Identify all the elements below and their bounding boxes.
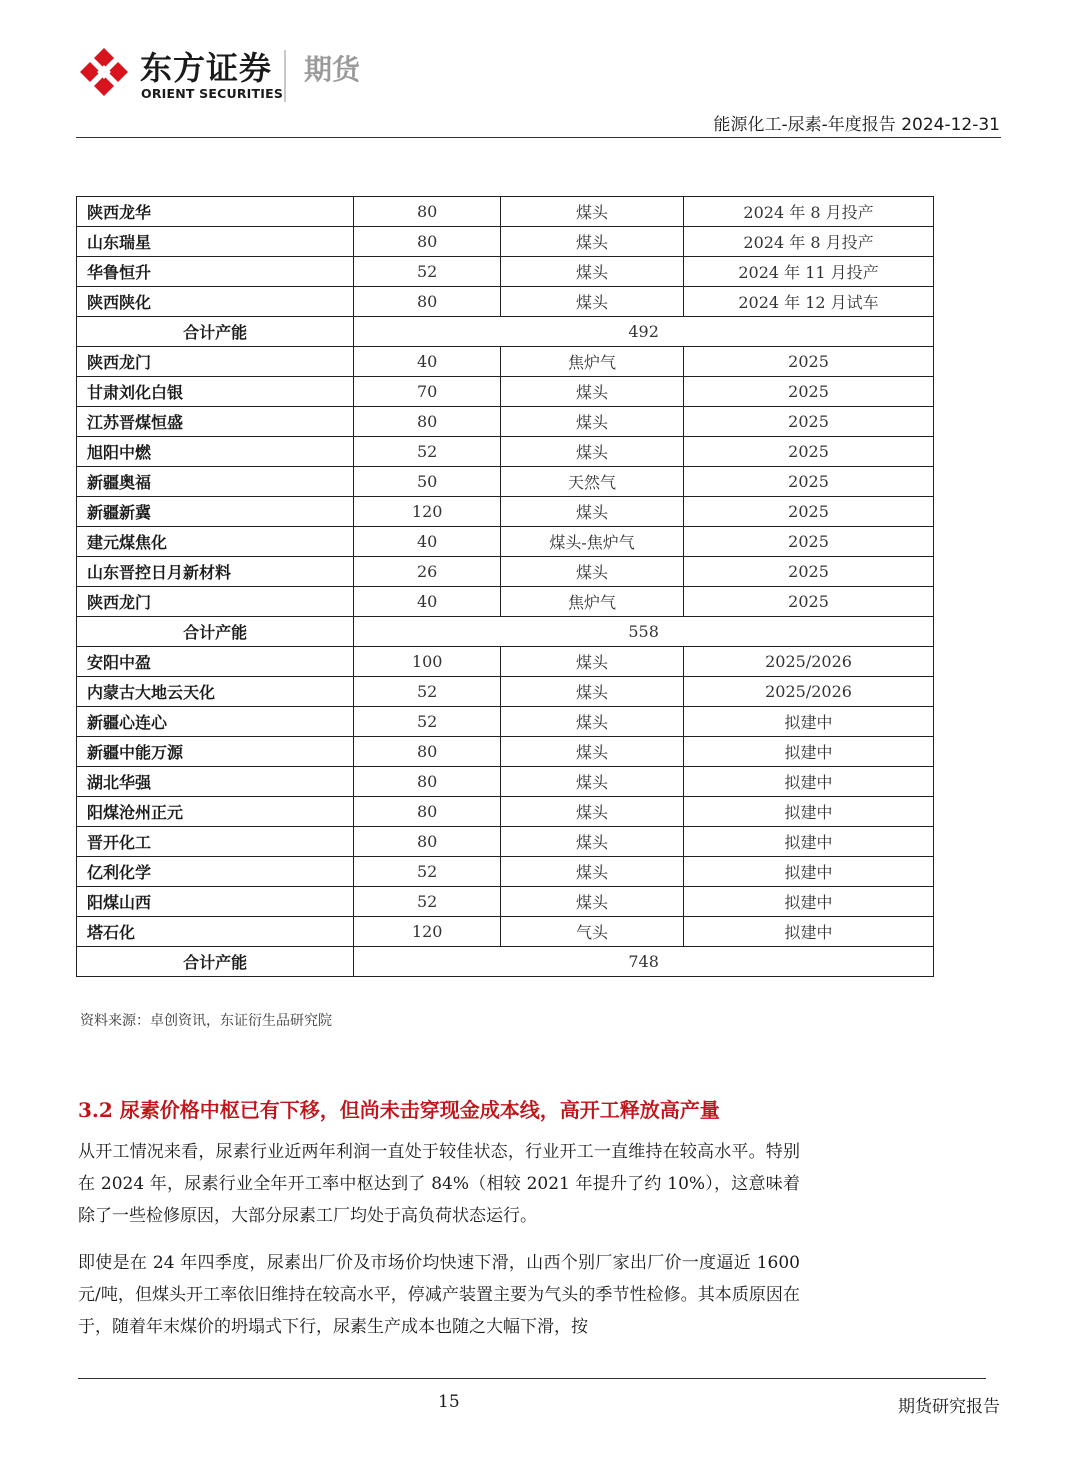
table-row — [77, 257, 934, 287]
feedstock-cell: 天然气 — [501, 467, 684, 497]
page-number: 15 — [438, 1392, 460, 1412]
feedstock-cell: 煤头 — [501, 197, 684, 227]
timeline-cell: 2024 年 8 月投产 — [684, 197, 934, 227]
feedstock-cell: 焦炉气 — [501, 347, 684, 377]
plant-name-cell: 安阳中盈 — [77, 647, 354, 677]
table-row — [77, 527, 934, 557]
plant-name-cell: 新疆心连心 — [77, 707, 354, 737]
timeline-cell: 2025 — [684, 407, 934, 437]
timeline-cell: 2025 — [684, 527, 934, 557]
brand-name-cn: 东方证券 — [140, 49, 273, 87]
plant-name-cell: 陕西龙华 — [77, 197, 354, 227]
capacity-cell: 52 — [354, 707, 501, 737]
total-label-cell: 合计产能 — [77, 617, 354, 647]
table-row — [77, 887, 934, 917]
brand-divider — [284, 50, 286, 102]
plant-name-cell: 山东晋控日月新材料 — [77, 557, 354, 587]
plant-name-cell: 新疆中能万源 — [77, 737, 354, 767]
capacity-cell: 50 — [354, 467, 501, 497]
timeline-cell: 拟建中 — [684, 917, 934, 947]
plant-name-cell: 陕西陕化 — [77, 287, 354, 317]
table-row — [77, 857, 934, 887]
capacity-cell: 40 — [354, 347, 501, 377]
table-row — [77, 557, 934, 587]
table-row — [77, 287, 934, 317]
capacity-cell: 120 — [354, 917, 501, 947]
timeline-cell: 拟建中 — [684, 767, 934, 797]
feedstock-cell: 煤头 — [501, 887, 684, 917]
total-label-cell: 合计产能 — [77, 317, 354, 347]
plant-name-cell: 阳煤山西 — [77, 887, 354, 917]
plant-name-cell: 晋开化工 — [77, 827, 354, 857]
capacity-cell: 80 — [354, 407, 501, 437]
capacity-cell: 52 — [354, 887, 501, 917]
capacity-cell: 52 — [354, 437, 501, 467]
feedstock-cell: 煤头 — [501, 647, 684, 677]
table-row — [77, 737, 934, 767]
table-row — [77, 227, 934, 257]
paragraph-2: 即使是在 24 年四季度，尿素出厂价及市场价均快速下滑，山西个别厂家出厂价一度逼近 1600 元/吨，但煤头开工率依旧维持在较高水平，停减产装置主要为气头的季节性检修。其本质原因在于，随着年末煤价的坍塌式下行，尿素生产成本也随之大幅下滑，按 — [78, 1253, 800, 1337]
source-note: 资料来源：卓创资讯，东证衍生品研究院 — [80, 1013, 332, 1029]
plant-name-cell: 亿利化学 — [77, 857, 354, 887]
capacity-cell: 80 — [354, 767, 501, 797]
feedstock-cell: 煤头-焦炉气 — [501, 527, 684, 557]
capacity-cell: 52 — [354, 857, 501, 887]
capacity-cell: 80 — [354, 737, 501, 767]
total-value-cell: 748 — [354, 947, 934, 977]
timeline-cell: 2025/2026 — [684, 647, 934, 677]
table-row — [77, 467, 934, 497]
timeline-cell: 2025 — [684, 587, 934, 617]
table-row — [77, 377, 934, 407]
timeline-cell: 拟建中 — [684, 827, 934, 857]
plant-name-cell: 内蒙古大地云天化 — [77, 677, 354, 707]
timeline-cell: 2025 — [684, 497, 934, 527]
table-row — [77, 677, 934, 707]
capacity-cell: 40 — [354, 587, 501, 617]
feedstock-cell: 煤头 — [501, 407, 684, 437]
feedstock-cell: 气头 — [501, 917, 684, 947]
capacity-cell: 52 — [354, 677, 501, 707]
capacity-cell: 52 — [354, 257, 501, 287]
timeline-cell: 2025/2026 — [684, 677, 934, 707]
capacity-cell: 70 — [354, 377, 501, 407]
table-row — [77, 587, 934, 617]
feedstock-cell: 煤头 — [501, 767, 684, 797]
table-row — [77, 437, 934, 467]
capacity-cell: 80 — [354, 287, 501, 317]
table-row — [77, 917, 934, 947]
timeline-cell: 拟建中 — [684, 737, 934, 767]
capacity-table — [76, 196, 934, 977]
total-value-cell: 492 — [354, 317, 934, 347]
plant-name-cell: 陕西龙门 — [77, 587, 354, 617]
section-title: 3.2 尿素价格中枢已有下移，但尚未击穿现金成本线，高开工释放高产量 — [78, 1098, 720, 1122]
plant-name-cell: 建元煤焦化 — [77, 527, 354, 557]
plant-name-cell: 甘肃刘化白银 — [77, 377, 354, 407]
feedstock-cell: 煤头 — [501, 377, 684, 407]
timeline-cell: 2025 — [684, 557, 934, 587]
feedstock-cell: 煤头 — [501, 677, 684, 707]
feedstock-cell: 煤头 — [501, 287, 684, 317]
table-row — [77, 407, 934, 437]
table-row — [77, 647, 934, 677]
total-row — [77, 317, 934, 347]
plant-name-cell: 湖北华强 — [77, 767, 354, 797]
total-row — [77, 617, 934, 647]
feedstock-cell: 焦炉气 — [501, 587, 684, 617]
total-label-cell: 合计产能 — [77, 947, 354, 977]
table-row — [77, 797, 934, 827]
timeline-cell: 2025 — [684, 377, 934, 407]
brand-subtitle: 期货 — [304, 53, 361, 86]
footer-label: 期货研究报告 — [898, 1397, 1000, 1417]
footer-rule — [78, 1378, 986, 1379]
table-row — [77, 347, 934, 377]
table-row — [77, 767, 934, 797]
plant-name-cell: 阳煤沧州正元 — [77, 797, 354, 827]
total-value-cell: 558 — [354, 617, 934, 647]
feedstock-cell: 煤头 — [501, 707, 684, 737]
timeline-cell: 2024 年 8 月投产 — [684, 227, 934, 257]
capacity-cell: 80 — [354, 827, 501, 857]
plant-name-cell: 新疆新冀 — [77, 497, 354, 527]
timeline-cell: 拟建中 — [684, 887, 934, 917]
timeline-cell: 拟建中 — [684, 707, 934, 737]
report-title: 能源化工-尿素-年度报告 2024-12-31 — [713, 115, 1000, 135]
plant-name-cell: 新疆奥福 — [77, 467, 354, 497]
paragraph-1: 从开工情况来看，尿素行业近两年利润一直处于较佳状态，行业开工一直维持在较高水平。特别在 2024 年，尿素行业全年开工率中枢达到了 84%（相较 2021 年提升了约 10%），这意味着除了一些检修原因，大部分尿素工厂均处于高负荷状态运行。 — [78, 1142, 800, 1226]
timeline-cell: 拟建中 — [684, 797, 934, 827]
capacity-cell: 100 — [354, 647, 501, 677]
orient-logo-icon — [78, 46, 130, 98]
timeline-cell: 2025 — [684, 467, 934, 497]
table-row — [77, 197, 934, 227]
capacity-cell: 40 — [354, 527, 501, 557]
capacity-cell: 26 — [354, 557, 501, 587]
header-rule — [76, 137, 1001, 138]
capacity-cell: 120 — [354, 497, 501, 527]
feedstock-cell: 煤头 — [501, 557, 684, 587]
plant-name-cell: 华鲁恒升 — [77, 257, 354, 287]
plant-name-cell: 山东瑞星 — [77, 227, 354, 257]
plant-name-cell: 塔石化 — [77, 917, 354, 947]
table-row — [77, 707, 934, 737]
timeline-cell: 拟建中 — [684, 857, 934, 887]
timeline-cell: 2025 — [684, 347, 934, 377]
timeline-cell: 2024 年 11 月投产 — [684, 257, 934, 287]
feedstock-cell: 煤头 — [501, 497, 684, 527]
brand-name-en: ORIENT SECURITIES — [141, 86, 284, 101]
feedstock-cell: 煤头 — [501, 257, 684, 287]
feedstock-cell: 煤头 — [501, 227, 684, 257]
plant-name-cell: 旭阳中燃 — [77, 437, 354, 467]
capacity-cell: 80 — [354, 227, 501, 257]
feedstock-cell: 煤头 — [501, 857, 684, 887]
capacity-cell: 80 — [354, 797, 501, 827]
feedstock-cell: 煤头 — [501, 797, 684, 827]
feedstock-cell: 煤头 — [501, 737, 684, 767]
timeline-cell: 2024 年 12 月试车 — [684, 287, 934, 317]
table-row — [77, 497, 934, 527]
feedstock-cell: 煤头 — [501, 437, 684, 467]
capacity-cell: 80 — [354, 197, 501, 227]
plant-name-cell: 江苏晋煤恒盛 — [77, 407, 354, 437]
plant-name-cell: 陕西龙门 — [77, 347, 354, 377]
timeline-cell: 2025 — [684, 437, 934, 467]
feedstock-cell: 煤头 — [501, 827, 684, 857]
total-row — [77, 947, 934, 977]
table-row — [77, 827, 934, 857]
